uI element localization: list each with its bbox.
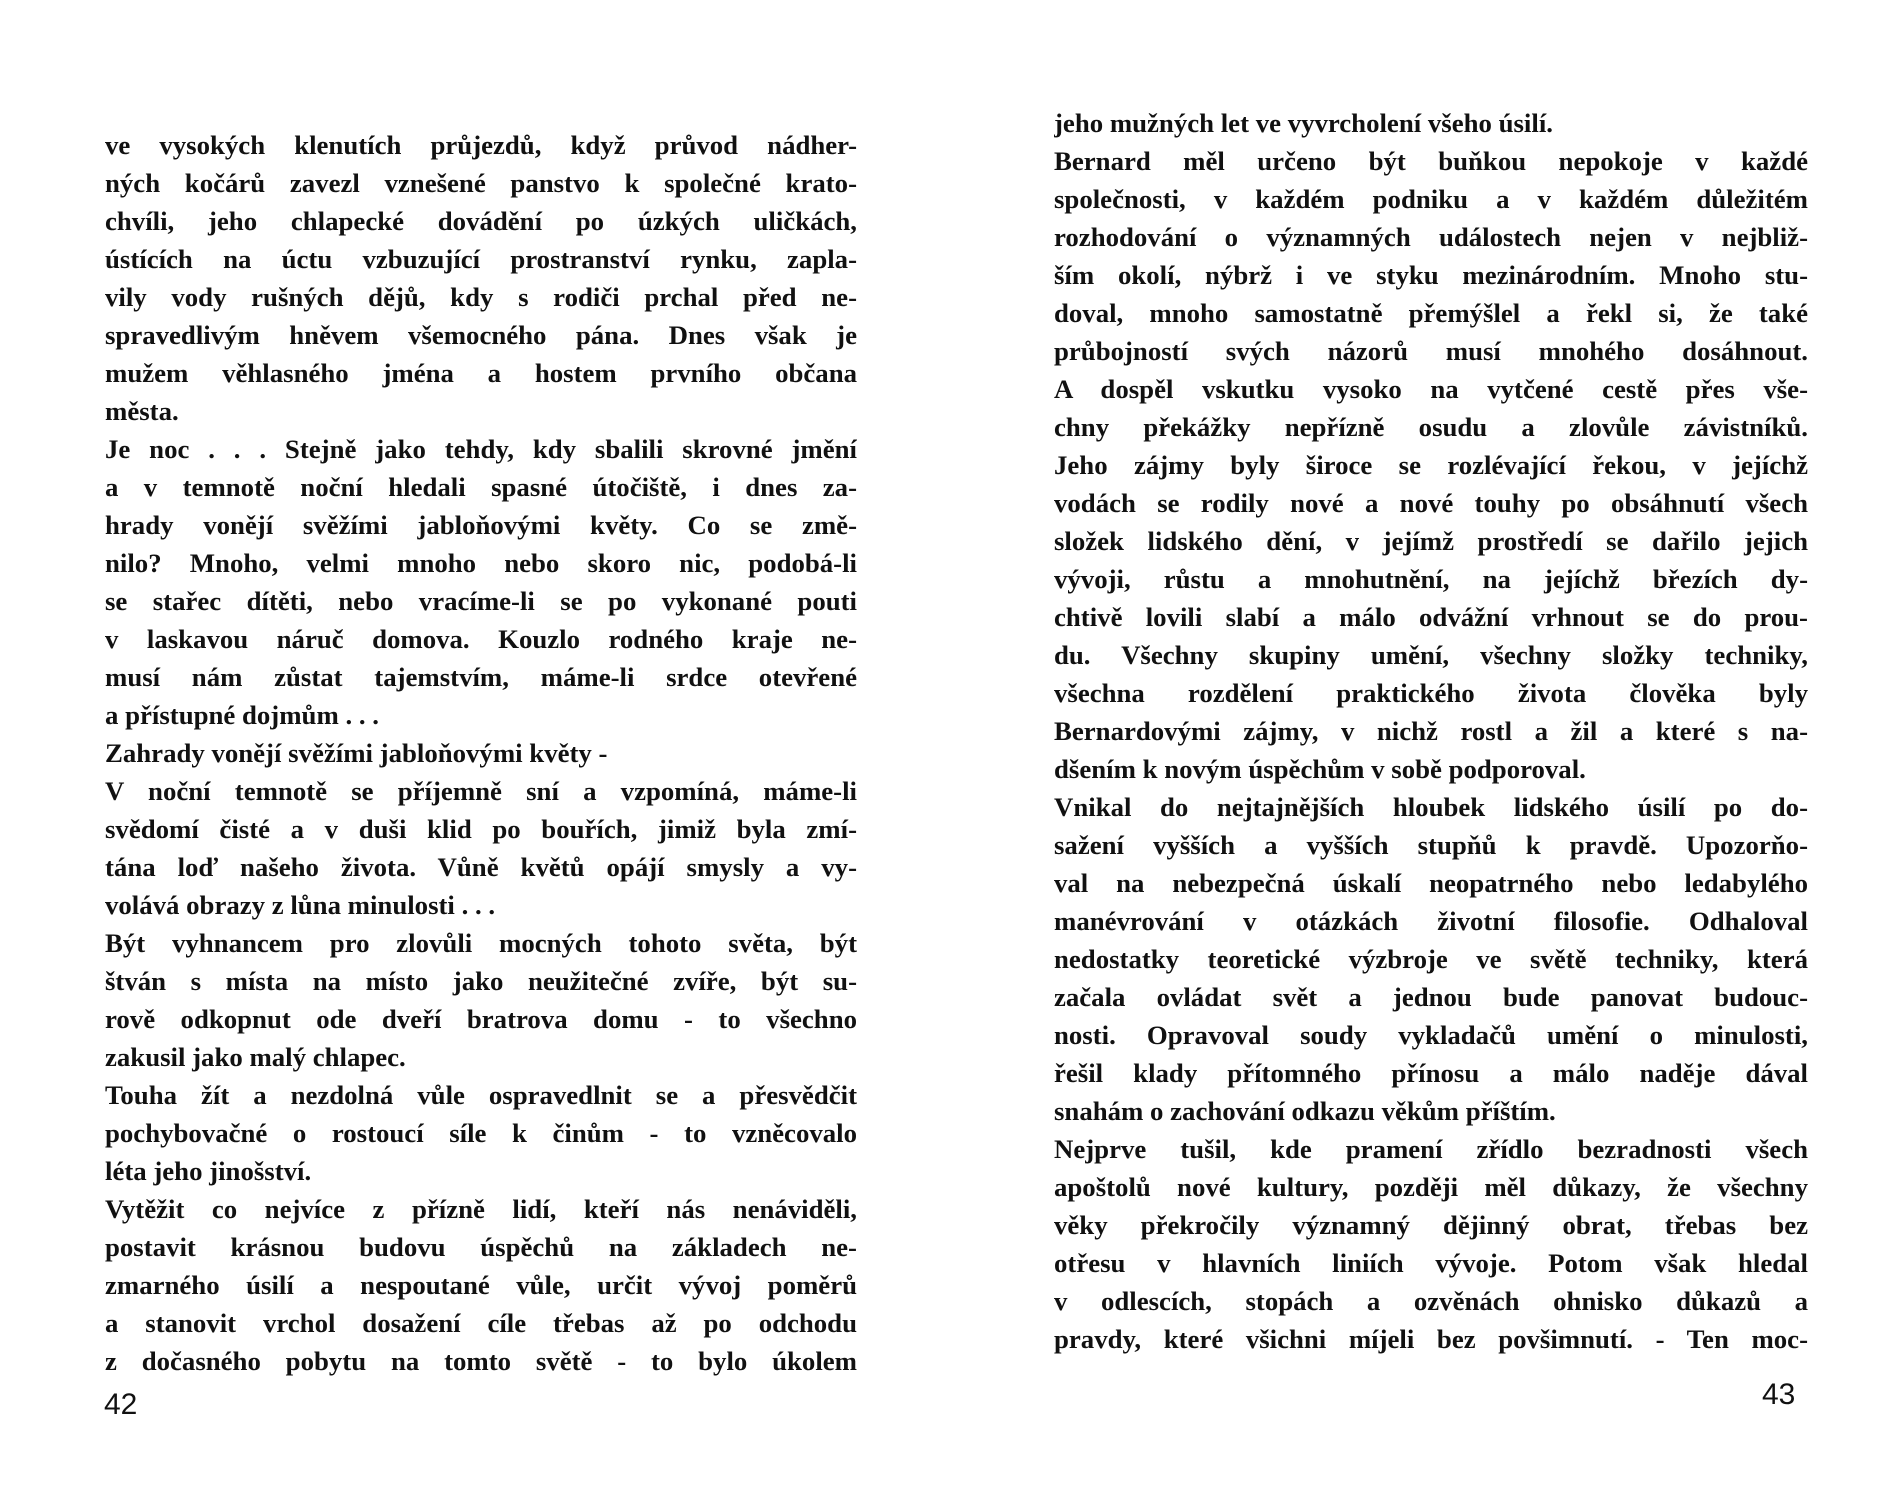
text-line: musí nám zůstat tajemstvím, máme-li srdce otevřené — [105, 662, 857, 692]
text-line: val na nebezpečná úskalí neopatrného nebo ledabylého — [1054, 868, 1808, 898]
text-line: Zahrady vonějí svěžími jabloňovými květy - — [105, 738, 608, 768]
text-line: spravedlivým hněvem všemocného pána. Dnes však je — [105, 320, 857, 350]
text-line: jeho mužných let ve vyvrcholení všeho úsilí. — [1054, 108, 1553, 138]
text-line: Být vyhnancem pro zlovůli mocných tohoto světa, být — [105, 928, 857, 958]
text-line: ústících na úctu vzbuzující prostranství rynku, zapla- — [105, 244, 857, 274]
text-line: svědomí čisté a v duši klid po bouřích, jimiž byla zmí- — [105, 814, 857, 844]
text-line: nedostatky teoretické výzbroje ve světě techniky, která — [1054, 944, 1808, 974]
text-line: chtivě lovili slabí a málo odvážní vrhnout se do prou- — [1054, 602, 1808, 632]
text-line: léta jeho jinošství. — [105, 1156, 312, 1186]
text-line: a stanovit vrchol dosažení cíle třebas až po odchodu — [105, 1308, 857, 1338]
text-line: rozhodování o významných událostech nejen v nejbliž- — [1054, 222, 1808, 252]
text-line: města. — [105, 396, 179, 426]
text-line: pochybovačné o rostoucí síle k činům - to vzněcovalo — [105, 1118, 857, 1148]
text-line: tána loď našeho života. Vůně květů opájí smysly a vy- — [105, 852, 857, 882]
text-line: mužem věhlasného jména a hostem prvního občana — [105, 358, 857, 388]
right-page-text — [1054, 104, 1808, 1358]
text-line: doval, mnoho samostatně přemýšlel a řekl si, že také — [1054, 298, 1808, 328]
text-line: volává obrazy z lůna minulosti . . . — [105, 890, 496, 920]
text-line: ných kočárů zavezl vznešené panstvo k společné krato- — [105, 168, 857, 198]
text-line: snahám o zachování odkazu věkům příštím. — [1054, 1096, 1556, 1126]
text-line: ve vysokých klenutích průjezdů, když průvod nádher- — [105, 130, 857, 160]
text-line: Vytěžit co nejvíce z přízně lidí, kteří nás nenáviděli, — [105, 1194, 857, 1224]
text-line: zakusil jako malý chlapec. — [105, 1042, 406, 1072]
text-line: Nejprve tušil, kde pramení zřídlo bezradnosti všech — [1054, 1134, 1808, 1164]
text-line: V noční temnotě se příjemně sní a vzpomíná, máme-li — [105, 776, 857, 806]
text-line: z dočasného pobytu na tomto světě - to bylo úkolem — [105, 1346, 857, 1376]
text-line: Touha žít a nezdolná vůle ospravedlnit se a přesvědčit — [105, 1080, 857, 1110]
text-line: Vnikal do nejtajnějších hloubek lidského úsilí po do- — [1054, 792, 1808, 822]
text-line: sažení vyšších a vyšších stupňů k pravdě. Upozorňo- — [1054, 830, 1808, 860]
text-line: pravdy, které všichni míjeli bez povšimnutí. - Ten moc- — [1054, 1324, 1808, 1354]
text-line: řešil klady přítomného přínosu a málo naděje dával — [1054, 1058, 1808, 1088]
text-line: se stařec dítěti, nebo vracíme-li se po vykonané pouti — [105, 586, 857, 616]
text-line: vodách se rodily nové a nové touhy po obsáhnutí všech — [1054, 488, 1808, 518]
left-page-number: 42 — [104, 1388, 138, 1421]
text-line: složek lidského dění, v jejímž prostředí se dařilo jejich — [1054, 526, 1808, 556]
text-line: rově odkopnut ode dveří bratrova domu - to všechno — [105, 1004, 857, 1034]
text-line: Bernard měl určeno být buňkou nepokoje v každé — [1054, 146, 1808, 176]
text-line: průbojností svých názorů musí mnohého dosáhnout. — [1054, 336, 1808, 366]
text-line: Jeho zájmy byly široce se rozlévající řekou, v jejíchž — [1054, 450, 1808, 480]
text-line: začala ovládat svět a jednou bude panovat budouc- — [1054, 982, 1808, 1012]
text-line: chvíli, jeho chlapecké dovádění po úzkých uličkách, — [105, 206, 857, 236]
text-line: v laskavou náruč domova. Kouzlo rodného kraje ne- — [105, 624, 857, 654]
text-line: hrady vonějí svěžími jabloňovými květy. Co se změ- — [105, 510, 857, 540]
right-page — [948, 0, 1896, 1500]
text-line: otřesu v hlavních liniích vývoje. Potom však hledal — [1054, 1248, 1808, 1278]
text-line: apoštolů nové kultury, později měl důkazy, že všechny — [1054, 1172, 1808, 1202]
text-line: všechna rozdělení praktického života člověka byly — [1054, 678, 1808, 708]
text-line: nilo? Mnoho, velmi mnoho nebo skoro nic, podobá-li — [105, 548, 857, 578]
text-line: věky překročily významný dějinný obrat, třebas bez — [1054, 1210, 1808, 1240]
text-line: Bernardovými zájmy, v nichž rostl a žil a které s na- — [1054, 716, 1808, 746]
text-line: vývoji, růstu a mnohutnění, na jejíchž březích dy- — [1054, 564, 1808, 594]
left-page-text — [105, 126, 857, 1380]
text-line: vily vody rušných dějů, kdy s rodiči prchal před ne- — [105, 282, 857, 312]
text-line: štván s místa na místo jako neužitečné zvíře, být su- — [105, 966, 857, 996]
text-line: Je noc . . . Stejně jako tehdy, kdy sbalili skrovné jmění — [105, 434, 857, 464]
right-page-number: 43 — [1762, 1378, 1796, 1411]
text-line: a přístupné dojmům . . . — [105, 700, 379, 730]
text-line: a v temnotě noční hledali spasné útočiště, i dnes za- — [105, 472, 857, 502]
text-line: du. Všechny skupiny umění, všechny složky techniky, — [1054, 640, 1808, 670]
text-line: chny překážky nepřízně osudu a zlovůle závistníků. — [1054, 412, 1808, 442]
text-line: společnosti, v každém podniku a v každém důležitém — [1054, 184, 1808, 214]
text-line: dšením k novým úspěchům v sobě podporoval. — [1054, 754, 1586, 784]
text-line: zmarného úsilí a nespoutané vůle, určit vývoj poměrů — [105, 1270, 857, 1300]
text-line: manévrování v otázkách životní filosofie. Odhaloval — [1054, 906, 1808, 936]
text-line: A dospěl vskutku vysoko na vytčené cestě přes vše- — [1054, 374, 1808, 404]
text-line: postavit krásnou budovu úspěchů na základech ne- — [105, 1232, 857, 1262]
text-line: ším okolí, nýbrž i ve styku mezinárodním. Mnoho stu- — [1054, 260, 1808, 290]
text-line: v odlescích, stopách a ozvěnách ohnisko důkazů a — [1054, 1286, 1808, 1316]
text-line: nosti. Opravoval soudy vykladačů umění o minulosti, — [1054, 1020, 1808, 1050]
